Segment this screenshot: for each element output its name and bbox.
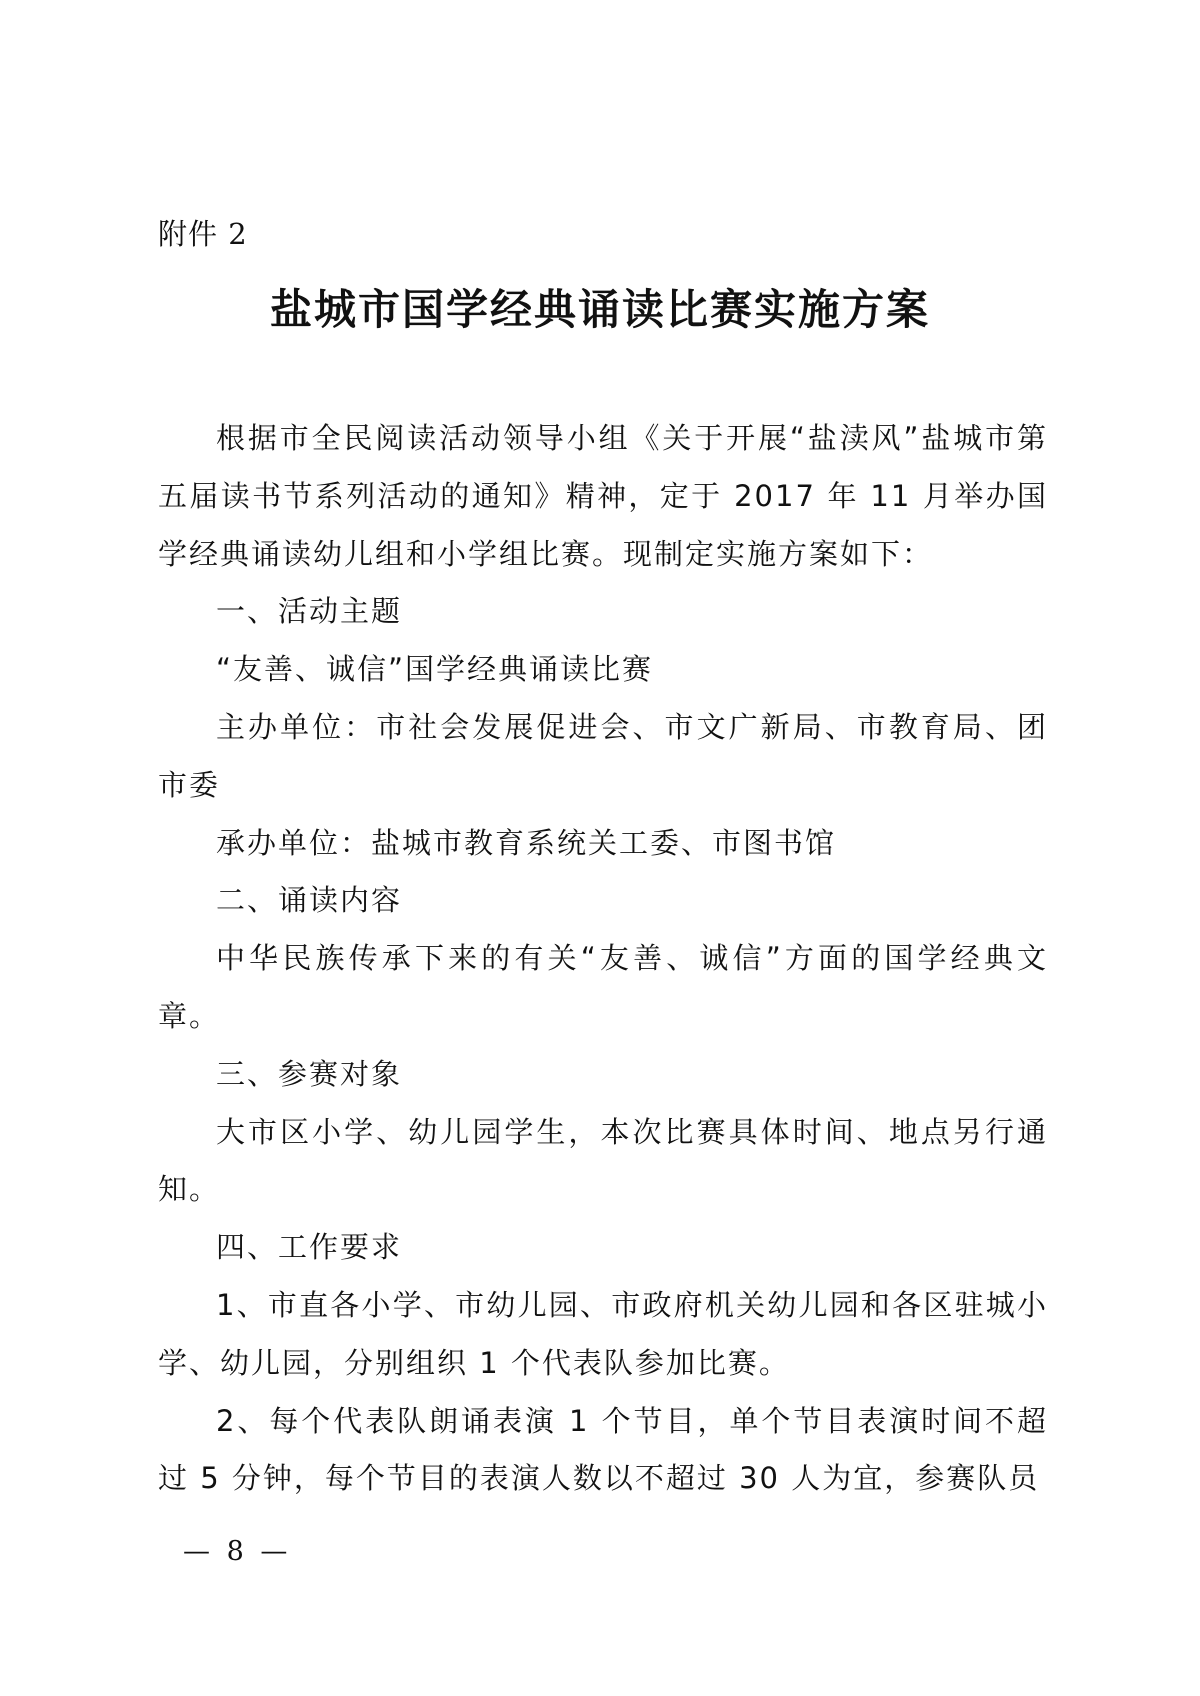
heading-participants: 三、参赛对象 [216, 1056, 403, 1091]
paragraph-participants: 大市区小学、幼儿园学生，本次比赛具体时间、地点另行通知。 [158, 1114, 1048, 1207]
paragraph-intro: 根据市全民阅读活动领导小组《关于开展“盐渎风”盐城市第五届读书节系列活动的通知》精神，定于 2017 年 11 月举办国学经典诵读幼儿组和小学组比赛。现制定实施方案如下： [158, 421, 1048, 571]
attachment-label: 附件 2 [158, 217, 248, 251]
paragraph-theme-name: “友善、诚信”国学经典诵读比赛 [216, 652, 654, 687]
paragraph-reading-content: 中华民族传承下来的有关“友善、诚信”方面的国学经典文章。 [158, 941, 1048, 1033]
paragraph-requirement-2: 2、每个代表队朗诵表演 1 个节目，单个节目表演时间不超过 5 分钟，每个节目的表演人数以不超过 30 人为宜，参赛队员 [158, 1403, 1048, 1496]
paragraph-hosts: 承办单位：盐城市教育系统关工委、市图书馆 [216, 825, 837, 860]
document-body [158, 410, 1048, 1508]
document-title: 盐城市国学经典诵读比赛实施方案 [269, 285, 930, 334]
heading-reading-content: 二、诵读内容 [216, 883, 403, 918]
paragraph-organizers: 主办单位：市社会发展促进会、市文广新局、市教育局、团市委 [158, 709, 1048, 802]
page-number: — 8 — [183, 1536, 292, 1567]
heading-activity-theme: 一、活动主题 [216, 594, 403, 629]
paragraph-requirement-1: 1、市直各小学、市幼儿园、市政府机关幼儿园和各区驻城小学、幼儿园，分别组织 1 个代表队参加比赛。 [158, 1287, 1048, 1380]
heading-work-requirements: 四、工作要求 [216, 1230, 403, 1265]
